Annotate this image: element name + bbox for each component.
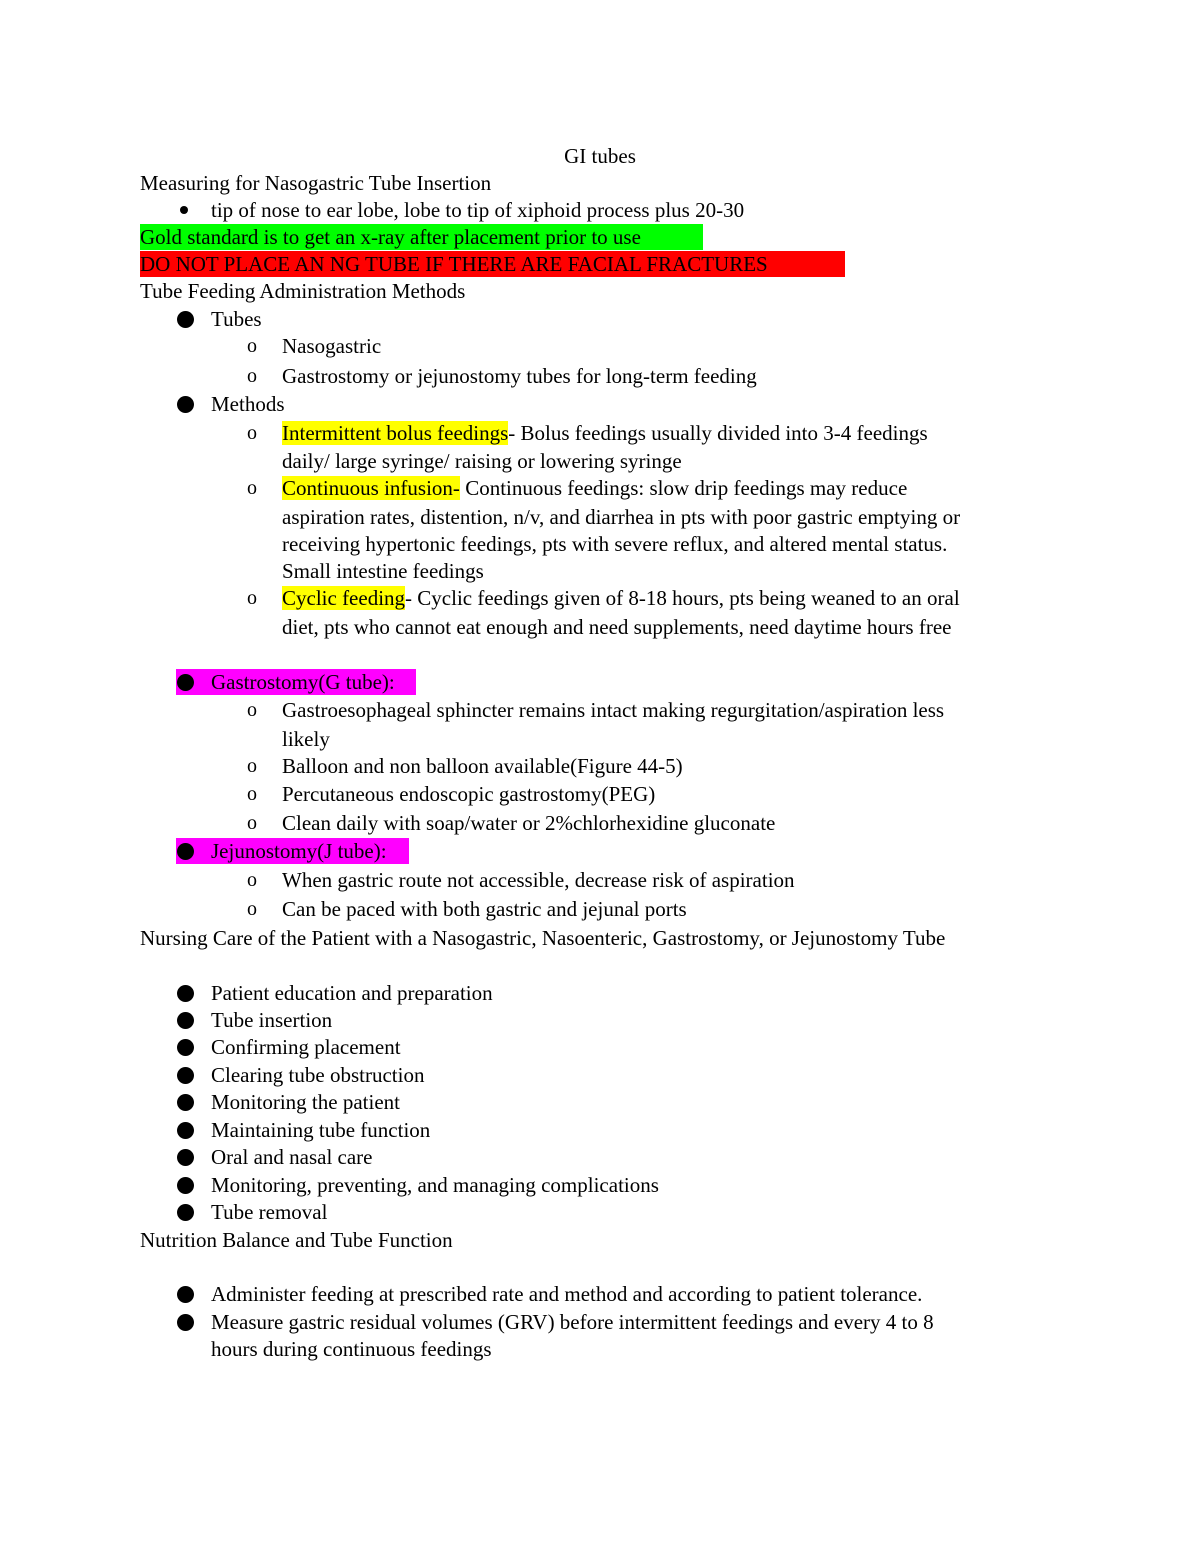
list-item-g-tube: Gastrostomy(G tube):: [211, 670, 395, 694]
bullet-icon: [177, 980, 194, 1006]
document-title: GI tubes: [564, 144, 636, 168]
bullet-icon: [177, 1281, 194, 1307]
circle-bullet-icon: o: [247, 422, 257, 444]
list-item: Measure gastric residual volumes (GRV) before intermittent feedings and every 4 to 8: [211, 1310, 934, 1334]
section-heading-feeding-methods: Tube Feeding Administration Methods: [140, 279, 466, 303]
method-cyclic-feeding-cont: diet, pts who cannot eat enough and need supplements, need daytime hours free: [282, 615, 952, 639]
circle-bullet-icon: o: [247, 699, 257, 721]
method-continuous-infusion-cont: aspiration rates, distention, n/v, and diarrhea in pts with poor gastric emptying or: [282, 505, 961, 529]
method-intermittent-bolus-cont: daily/ large syringe/ raising or lowering syringe: [282, 449, 682, 473]
list-item: Confirming placement: [211, 1035, 401, 1059]
bullet-icon: [177, 1172, 194, 1198]
bullet-icon: [177, 838, 194, 864]
bullet-icon: [177, 669, 194, 695]
method-continuous-infusion-cont: receiving hypertonic feedings, pts with severe reflux, and altered mental status.: [282, 532, 948, 556]
circle-bullet-icon: o: [247, 812, 257, 834]
measuring-bullet-text: tip of nose to ear lobe, lobe to tip of xiphoid process plus 20-30: [211, 198, 745, 222]
bullet-icon: [180, 197, 188, 223]
j-tube-sub-gastric-route: When gastric route not accessible, decrease risk of aspiration: [282, 868, 795, 892]
bullet-icon: [177, 1117, 194, 1143]
circle-bullet-icon: o: [247, 587, 257, 609]
method-continuous-infusion-cont: Small intestine feedings: [282, 559, 484, 583]
list-item: Maintaining tube function: [211, 1118, 431, 1142]
bullet-icon: [177, 1309, 194, 1335]
list-item: Patient education and preparation: [211, 981, 493, 1005]
circle-bullet-icon: o: [247, 898, 257, 920]
sub-item-nasogastric: Nasogastric: [282, 334, 382, 358]
highlight-cyclic-feeding: Cyclic feeding: [282, 586, 406, 610]
g-tube-sub-clean: Clean daily with soap/water or 2%chlorhexidine gluconate: [282, 811, 776, 835]
method-continuous-infusion: Continuous infusion- Continuous feedings: slow drip feedings may reduce: [282, 476, 908, 500]
highlight-intermittent-bolus: Intermittent bolus feedings: [282, 421, 509, 445]
list-item: Monitoring the patient: [211, 1090, 400, 1114]
bullet-icon: [177, 1034, 194, 1060]
sub-item-gastrostomy-jejunostomy: Gastrostomy or jejunostomy tubes for long-term feeding: [282, 364, 757, 388]
gold-standard-note: Gold standard is to get an x-ray after placement prior to use: [140, 224, 703, 250]
circle-bullet-icon: o: [247, 755, 257, 777]
circle-bullet-icon: o: [247, 477, 257, 499]
list-item: Oral and nasal care: [211, 1145, 373, 1169]
j-tube-sub-ports: Can be paced with both gastric and jejunal ports: [282, 897, 687, 921]
bullet-icon: [177, 391, 194, 417]
circle-bullet-icon: o: [247, 869, 257, 891]
list-item: Monitoring, preventing, and managing complications: [211, 1173, 659, 1197]
bullet-icon: [177, 1199, 194, 1225]
circle-bullet-icon: o: [247, 365, 257, 387]
method-cyclic-feeding: Cyclic feeding- Cyclic feedings given of 8-18 hours, pts being weaned to an oral: [282, 586, 960, 610]
list-item: Clearing tube obstruction: [211, 1063, 425, 1087]
g-tube-sub-sphincter-cont: likely: [282, 727, 330, 751]
g-tube-sub-sphincter: Gastroesophageal sphincter remains intact making regurgitation/aspiration less: [282, 698, 945, 722]
bullet-icon: [177, 1062, 194, 1088]
section-heading-nursing-care: Nursing Care of the Patient with a Nasogastric, Nasoenteric, Gastrostomy, or Jejunostomy Tube: [140, 926, 946, 950]
circle-bullet-icon: o: [247, 783, 257, 805]
list-item: Administer feeding at prescribed rate and method and according to patient tolerance.: [211, 1282, 923, 1306]
list-item-methods: Methods: [211, 392, 285, 416]
circle-bullet-icon: o: [247, 335, 257, 357]
bullet-icon: [177, 306, 194, 332]
bullet-icon: [177, 1144, 194, 1170]
bullet-icon: [177, 1089, 194, 1115]
list-item: Tube removal: [211, 1200, 328, 1224]
g-tube-sub-peg: Percutaneous endoscopic gastrostomy(PEG): [282, 782, 656, 806]
list-item: Tube insertion: [211, 1008, 333, 1032]
method-intermittent-bolus: Intermittent bolus feedings- Bolus feedings usually divided into 3-4 feedings: [282, 421, 928, 445]
section-heading-measuring: Measuring for Nasogastric Tube Insertion: [140, 171, 492, 195]
section-heading-nutrition-balance: Nutrition Balance and Tube Function: [140, 1228, 453, 1252]
highlight-continuous-infusion: Continuous infusion-: [282, 476, 460, 500]
g-tube-sub-balloon: Balloon and non balloon available(Figure 44-5): [282, 754, 683, 778]
list-item-tubes: Tubes: [211, 307, 262, 331]
bullet-icon: [177, 1007, 194, 1033]
list-item-j-tube: Jejunostomy(J tube):: [211, 839, 387, 863]
list-item-cont: hours during continuous feedings: [211, 1337, 492, 1361]
facial-fractures-warning: DO NOT PLACE AN NG TUBE IF THERE ARE FACIAL FRACTURES: [140, 251, 845, 277]
